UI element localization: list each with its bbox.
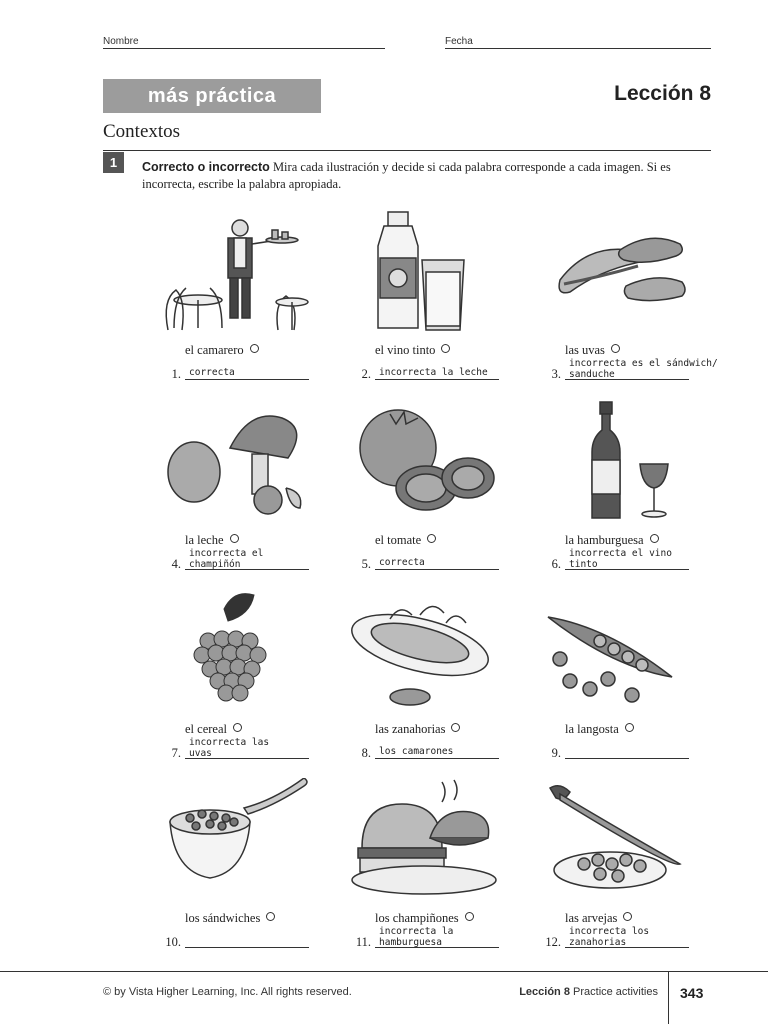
item-number: 1. xyxy=(171,367,181,381)
answer-radio[interactable] xyxy=(441,344,450,353)
handwritten-answer[interactable]: correcta xyxy=(379,557,425,568)
fecha-label: Fecha xyxy=(445,36,473,47)
answer-radio[interactable] xyxy=(623,912,632,921)
item-number: 3. xyxy=(551,367,561,381)
item-word-text: las zanahorias xyxy=(375,722,446,736)
exercise-text: Mira cada ilustración y decide si cada palabra corresponde a cada imagen. Si es incorrecta, escribe la palabra apropiada. xyxy=(142,160,671,191)
item-word-text: las uvas xyxy=(565,343,605,357)
fecha-line xyxy=(445,48,711,49)
copyright-text: © by Vista Higher Learning, Inc. All rights reserved. xyxy=(103,986,352,998)
item-word xyxy=(565,911,632,926)
footer-lesson xyxy=(519,986,658,998)
answer-line xyxy=(185,947,309,948)
answer-line xyxy=(185,379,309,380)
item-word xyxy=(565,722,634,737)
item-word-text: las arvejas xyxy=(565,911,618,925)
handwritten-answer[interactable]: incorrecta la leche xyxy=(379,367,488,378)
answer-radio[interactable] xyxy=(650,534,659,543)
item-number: 11. xyxy=(355,935,371,949)
handwritten-answer[interactable]: correcta xyxy=(189,367,235,378)
answer-radio[interactable] xyxy=(465,912,474,921)
item-number: 5. xyxy=(361,557,371,571)
footer-activities: Practice activities xyxy=(573,986,658,998)
carrots-image xyxy=(540,778,690,903)
item-word xyxy=(185,343,259,358)
item-word-text: la langosta xyxy=(565,722,619,736)
hamburger-image xyxy=(350,778,500,903)
item-word-text: el cereal xyxy=(185,722,227,736)
handwritten-answer[interactable]: incorrecta la hamburguesa xyxy=(379,926,454,948)
footer-lesson-label: Lección 8 xyxy=(519,986,570,998)
exercise-number: 1 xyxy=(103,152,124,173)
handwritten-answer[interactable]: los camarones xyxy=(379,746,454,757)
cereal-image xyxy=(160,778,310,903)
item-number: 12. xyxy=(545,935,561,949)
answer-radio[interactable] xyxy=(250,344,259,353)
nombre-label: Nombre xyxy=(103,36,139,47)
item-word-text: la leche xyxy=(185,533,224,547)
nombre-line xyxy=(103,48,385,49)
item-word xyxy=(375,911,474,926)
item-word-text: los champiñones xyxy=(375,911,459,925)
mushroom-image xyxy=(160,400,310,525)
handwritten-answer[interactable]: incorrecta el champiñón xyxy=(189,548,264,570)
item-word-text: el tomate xyxy=(375,533,422,547)
item-word xyxy=(185,911,275,926)
answer-radio[interactable] xyxy=(230,534,239,543)
item-word xyxy=(565,533,659,548)
waiter-image xyxy=(160,210,310,335)
item-word xyxy=(375,533,436,548)
answer-line xyxy=(565,758,689,759)
handwritten-answer[interactable]: incorrecta es el sándwich/ sanduche xyxy=(569,358,718,380)
item-number: 10. xyxy=(165,935,181,949)
handwritten-answer[interactable]: incorrecta los zanahorias xyxy=(569,926,650,948)
handwritten-answer[interactable]: incorrecta las uvas xyxy=(189,737,270,759)
answer-radio[interactable] xyxy=(233,723,242,732)
section-divider xyxy=(103,150,711,151)
item-word xyxy=(565,343,620,358)
lesson-title: Lección 8 xyxy=(614,82,711,105)
answer-radio[interactable] xyxy=(427,534,436,543)
item-word-text: los sándwiches xyxy=(185,911,261,925)
answer-radio[interactable] xyxy=(625,723,634,732)
section-title: Contextos xyxy=(103,121,181,142)
page-number: 343 xyxy=(680,985,704,1001)
item-word xyxy=(375,343,450,358)
answer-line xyxy=(375,569,499,570)
mas-practica-banner: más práctica xyxy=(103,79,321,113)
item-word xyxy=(185,533,239,548)
item-number: 2. xyxy=(361,367,371,381)
answer-line xyxy=(375,379,499,380)
footer-rule xyxy=(0,971,768,972)
answer-radio[interactable] xyxy=(451,723,460,732)
item-number: 6. xyxy=(551,557,561,571)
peas-image xyxy=(540,589,690,714)
handwritten-answer[interactable]: incorrecta el vino tinto xyxy=(569,548,672,570)
footer-separator xyxy=(668,972,669,1024)
sandwich-image xyxy=(540,210,690,335)
item-word-text: el camarero xyxy=(185,343,244,357)
item-word-text: el vino tinto xyxy=(375,343,436,357)
wine-image xyxy=(540,400,690,525)
item-word-text: la hamburguesa xyxy=(565,533,644,547)
item-number: 9. xyxy=(551,746,561,760)
grapes-image xyxy=(160,589,310,714)
answer-radio[interactable] xyxy=(266,912,275,921)
exercise-title: Correcto o incorrecto xyxy=(142,160,270,174)
item-word xyxy=(185,722,242,737)
milk-image xyxy=(350,210,500,335)
answer-radio[interactable] xyxy=(611,344,620,353)
item-number: 4. xyxy=(171,557,181,571)
exercise-instructions xyxy=(142,159,714,193)
item-word xyxy=(375,722,460,737)
tomato-image xyxy=(350,400,500,525)
item-number: 7. xyxy=(171,746,181,760)
answer-line xyxy=(375,758,499,759)
item-number: 8. xyxy=(361,746,371,760)
shrimp-image xyxy=(350,589,500,714)
